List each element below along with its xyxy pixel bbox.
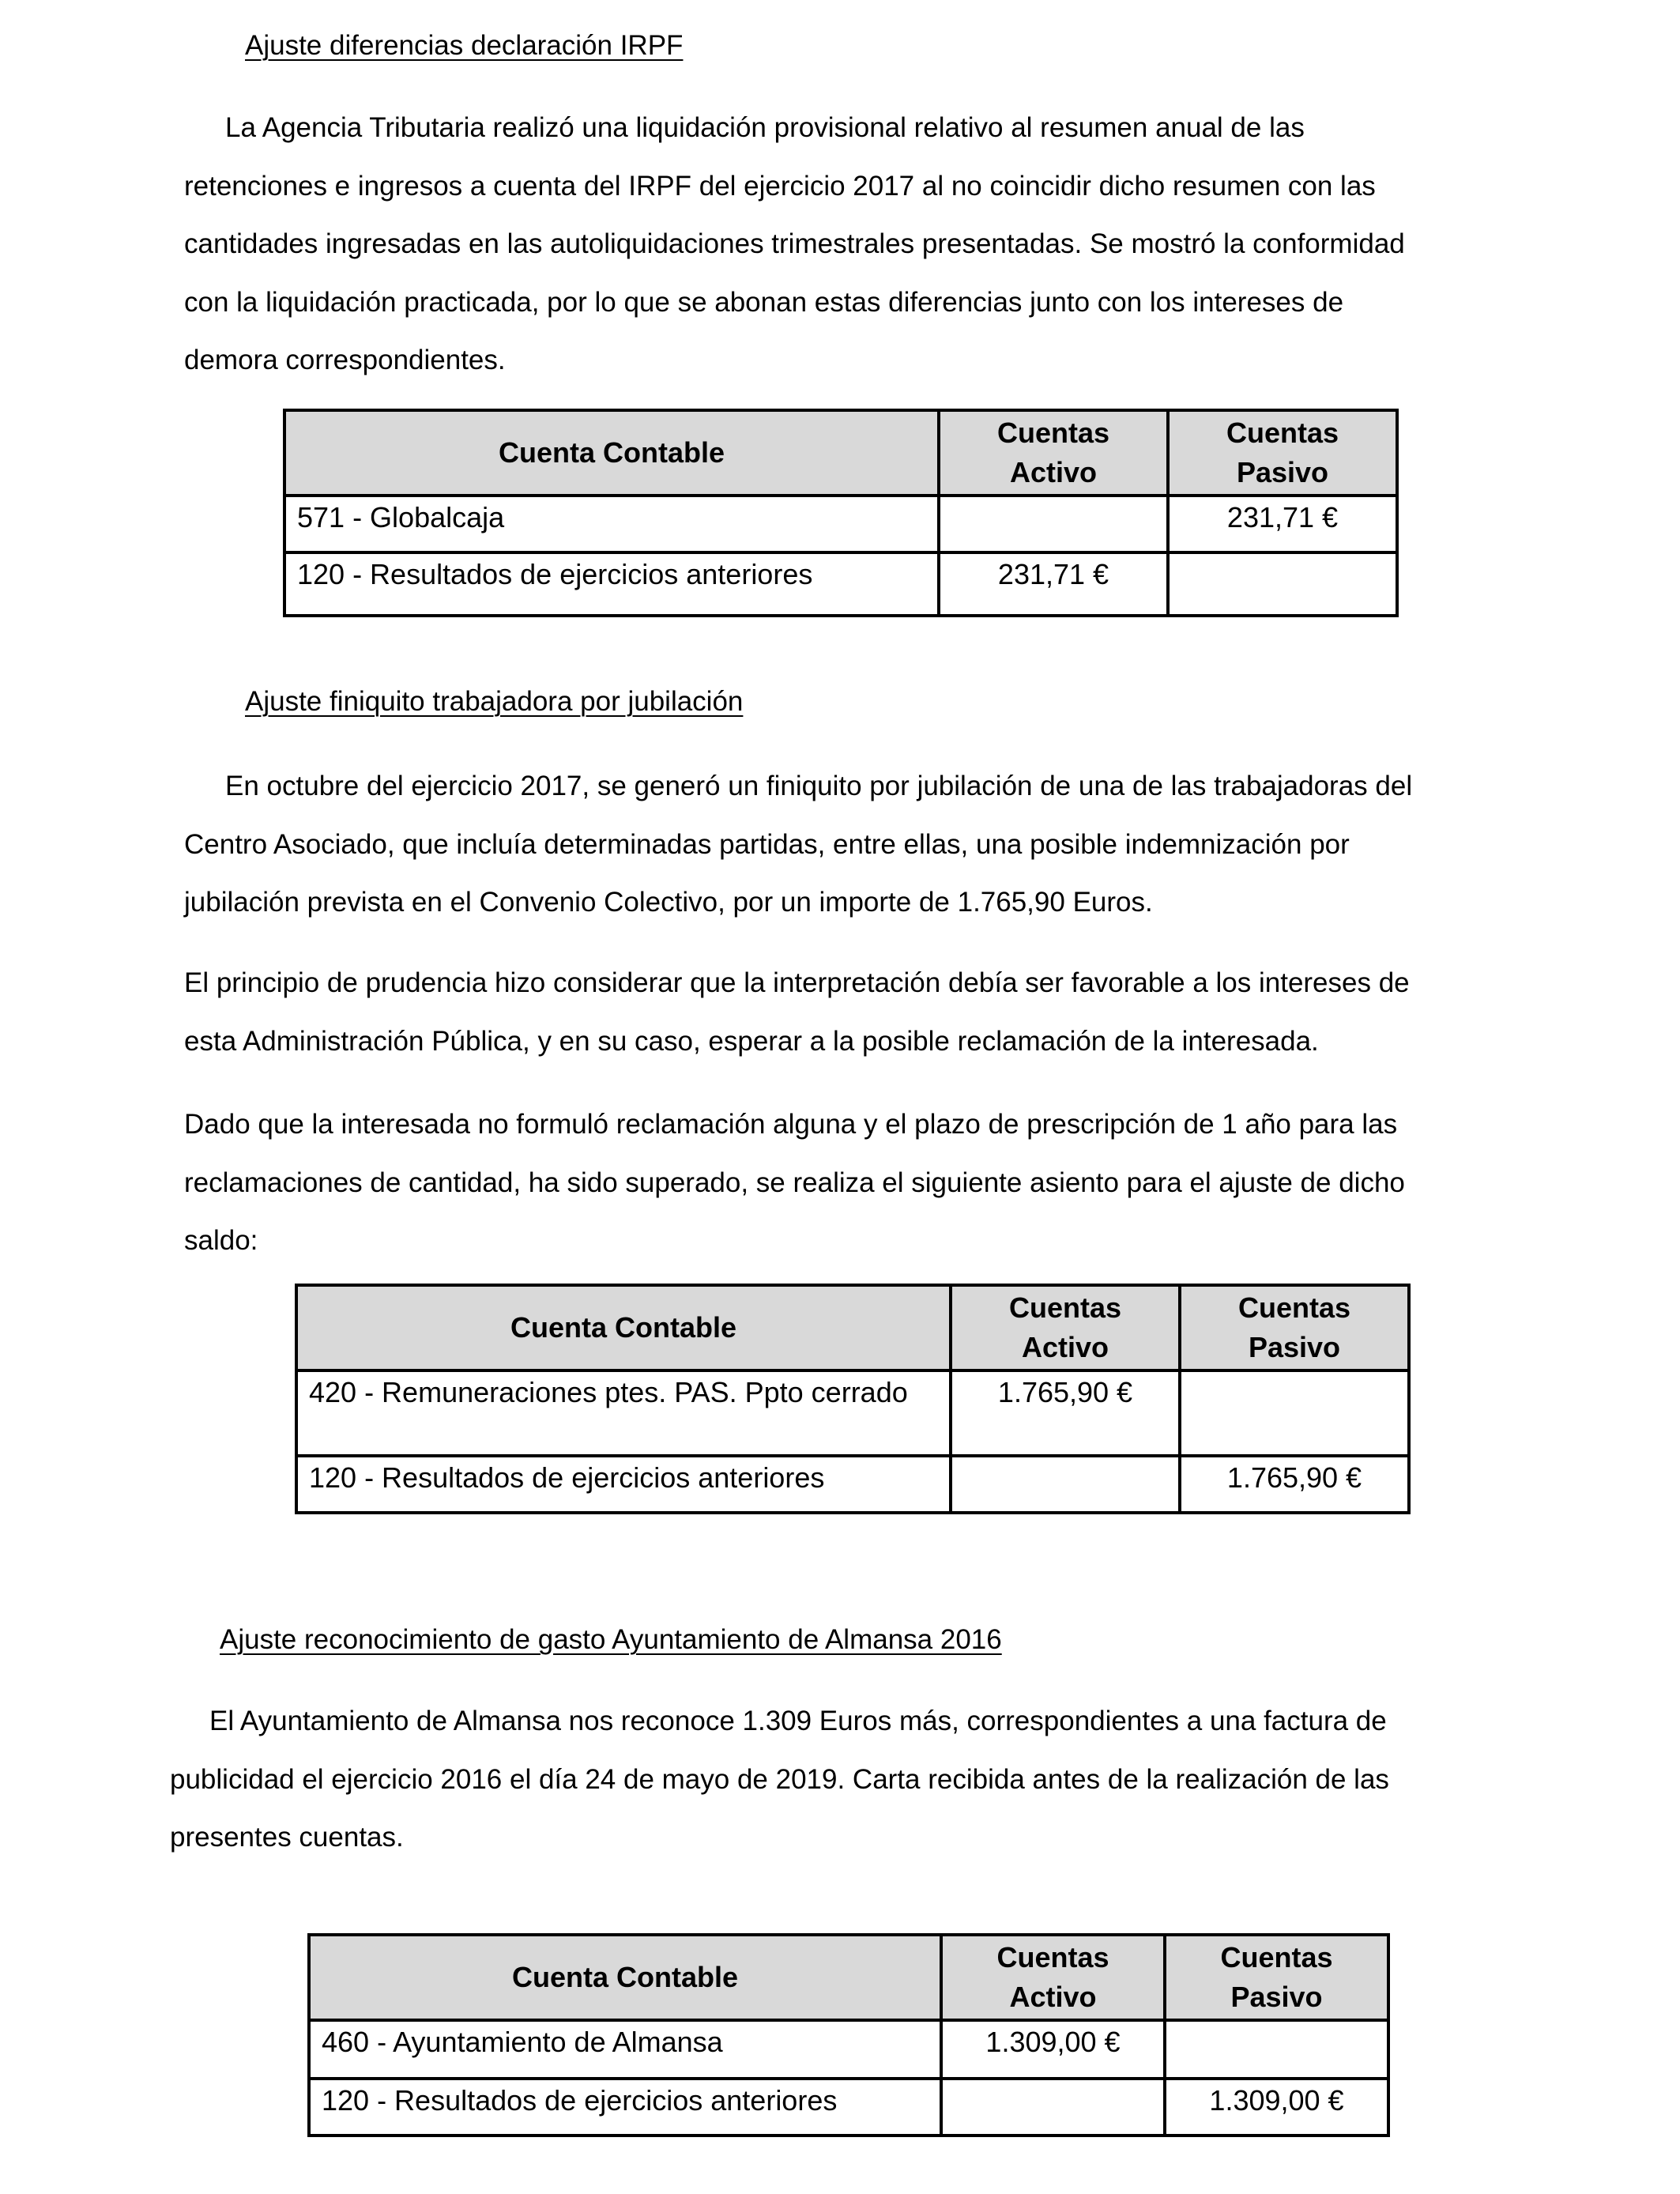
column-header-activo: Cuentas Activo	[939, 410, 1168, 496]
paragraph-line: cantidades ingresadas en las autoliquidaciones trimestrales presentadas. Se mostró la conformidad	[184, 228, 1405, 259]
paragraph-line: Centro Asociado, que incluía determinadas partidas, entre ellas, una posible indemnización por	[184, 828, 1350, 860]
column-header-account: Cuenta Contable	[284, 410, 939, 496]
cell-activo	[939, 496, 1168, 552]
paragraph-line: La Agencia Tributaria realizó una liquidación provisional relativo al resumen anual de las	[225, 112, 1305, 143]
paragraph-finiquito-1	[184, 757, 1527, 932]
section-heading-irpf: Ajuste diferencias declaración IRPF	[245, 30, 684, 61]
table-header-row	[296, 1285, 1409, 1370]
cell-account: 120 - Resultados de ejercicios anteriores	[309, 2079, 941, 2136]
paragraph-line: En octubre del ejercicio 2017, se generó un finiquito por jubilación de una de las trabajadoras del	[225, 771, 1413, 801]
table-header-row	[309, 1935, 1388, 2020]
paragraph-line: presentes cuentas.	[170, 1822, 404, 1853]
section-heading-almansa: Ajuste reconocimiento de gasto Ayuntamiento de Almansa 2016	[220, 1624, 1002, 1655]
accounting-table-almansa	[307, 1933, 1390, 2137]
paragraph-line: saldo:	[184, 1225, 258, 1256]
paragraph-line: reclamaciones de cantidad, ha sido superado, se realiza el siguiente asiento para el ajuste de dicho	[184, 1167, 1405, 1198]
cell-account: 120 - Resultados de ejercicios anteriores	[296, 1456, 951, 1513]
table-row	[284, 496, 1397, 552]
column-header-activo: Cuentas Activo	[951, 1285, 1180, 1370]
cell-activo: 1.765,90 €	[951, 1370, 1180, 1456]
table-row	[296, 1370, 1409, 1456]
paragraph-line: jubilación prevista en el Convenio Colectivo, por un importe de 1.765,90 Euros.	[184, 887, 1153, 918]
paragraph-almansa	[170, 1692, 1529, 1867]
paragraph-line: retenciones e ingresos a cuenta del IRPF del ejercicio 2017 al no coincidir dicho resumen con las	[184, 170, 1376, 202]
column-header-activo: Cuentas Activo	[941, 1935, 1165, 2020]
cell-account: 420 - Remuneraciones ptes. PAS. Ppto cerrado	[296, 1370, 951, 1456]
cell-account: 460 - Ayuntamiento de Almansa	[309, 2020, 941, 2079]
cell-pasivo: 1.765,90 €	[1180, 1456, 1409, 1513]
paragraph-line: esta Administración Pública, y en su caso, esperar a la posible reclamación de la interesada.	[184, 1025, 1319, 1057]
column-header-pasivo: Cuentas Pasivo	[1168, 410, 1397, 496]
paragraph-line: El Ayuntamiento de Almansa nos reconoce 1.309 Euros más, correspondientes a una factura de	[209, 1706, 1387, 1736]
accounting-table-finiquito	[295, 1284, 1411, 1514]
paragraph-line: con la liquidación practicada, por lo que se abonan estas diferencias junto con los intereses de	[184, 286, 1344, 318]
paragraph-finiquito-2	[184, 954, 1527, 1070]
cell-pasivo	[1165, 2020, 1388, 2079]
paragraph-finiquito-3	[184, 1095, 1527, 1270]
paragraph-line: El principio de prudencia hizo considerar que la interpretación debía ser favorable a los intereses de	[184, 967, 1410, 998]
cell-activo: 1.309,00 €	[941, 2020, 1165, 2079]
column-header-account: Cuenta Contable	[296, 1285, 951, 1370]
column-header-account: Cuenta Contable	[309, 1935, 941, 2020]
cell-pasivo	[1180, 1370, 1409, 1456]
cell-account: 571 - Globalcaja	[284, 496, 939, 552]
paragraph-line: Dado que la interesada no formuló reclamación alguna y el plazo de prescripción de 1 año para las	[184, 1109, 1398, 1140]
cell-activo	[951, 1456, 1180, 1513]
cell-activo: 231,71 €	[939, 552, 1168, 616]
cell-pasivo: 1.309,00 €	[1165, 2079, 1388, 2136]
table-row	[309, 2079, 1388, 2136]
cell-account: 120 - Resultados de ejercicios anteriores	[284, 552, 939, 616]
table-row	[296, 1456, 1409, 1513]
column-header-pasivo: Cuentas Pasivo	[1165, 1935, 1388, 2020]
section-heading-finiquito: Ajuste finiquito trabajadora por jubilación	[245, 686, 744, 717]
cell-activo	[941, 2079, 1165, 2136]
cell-pasivo: 231,71 €	[1168, 496, 1397, 552]
paragraph-line: publicidad el ejercicio 2016 el día 24 de mayo de 2019. Carta recibida antes de la realización de las	[170, 1763, 1389, 1795]
paragraph-irpf	[184, 99, 1527, 390]
table-header-row	[284, 410, 1397, 496]
table-row	[284, 552, 1397, 616]
table-row	[309, 2020, 1388, 2079]
paragraph-line: demora correspondientes.	[184, 345, 506, 375]
cell-pasivo	[1168, 552, 1397, 616]
accounting-table-irpf	[283, 409, 1399, 617]
column-header-pasivo: Cuentas Pasivo	[1180, 1285, 1409, 1370]
